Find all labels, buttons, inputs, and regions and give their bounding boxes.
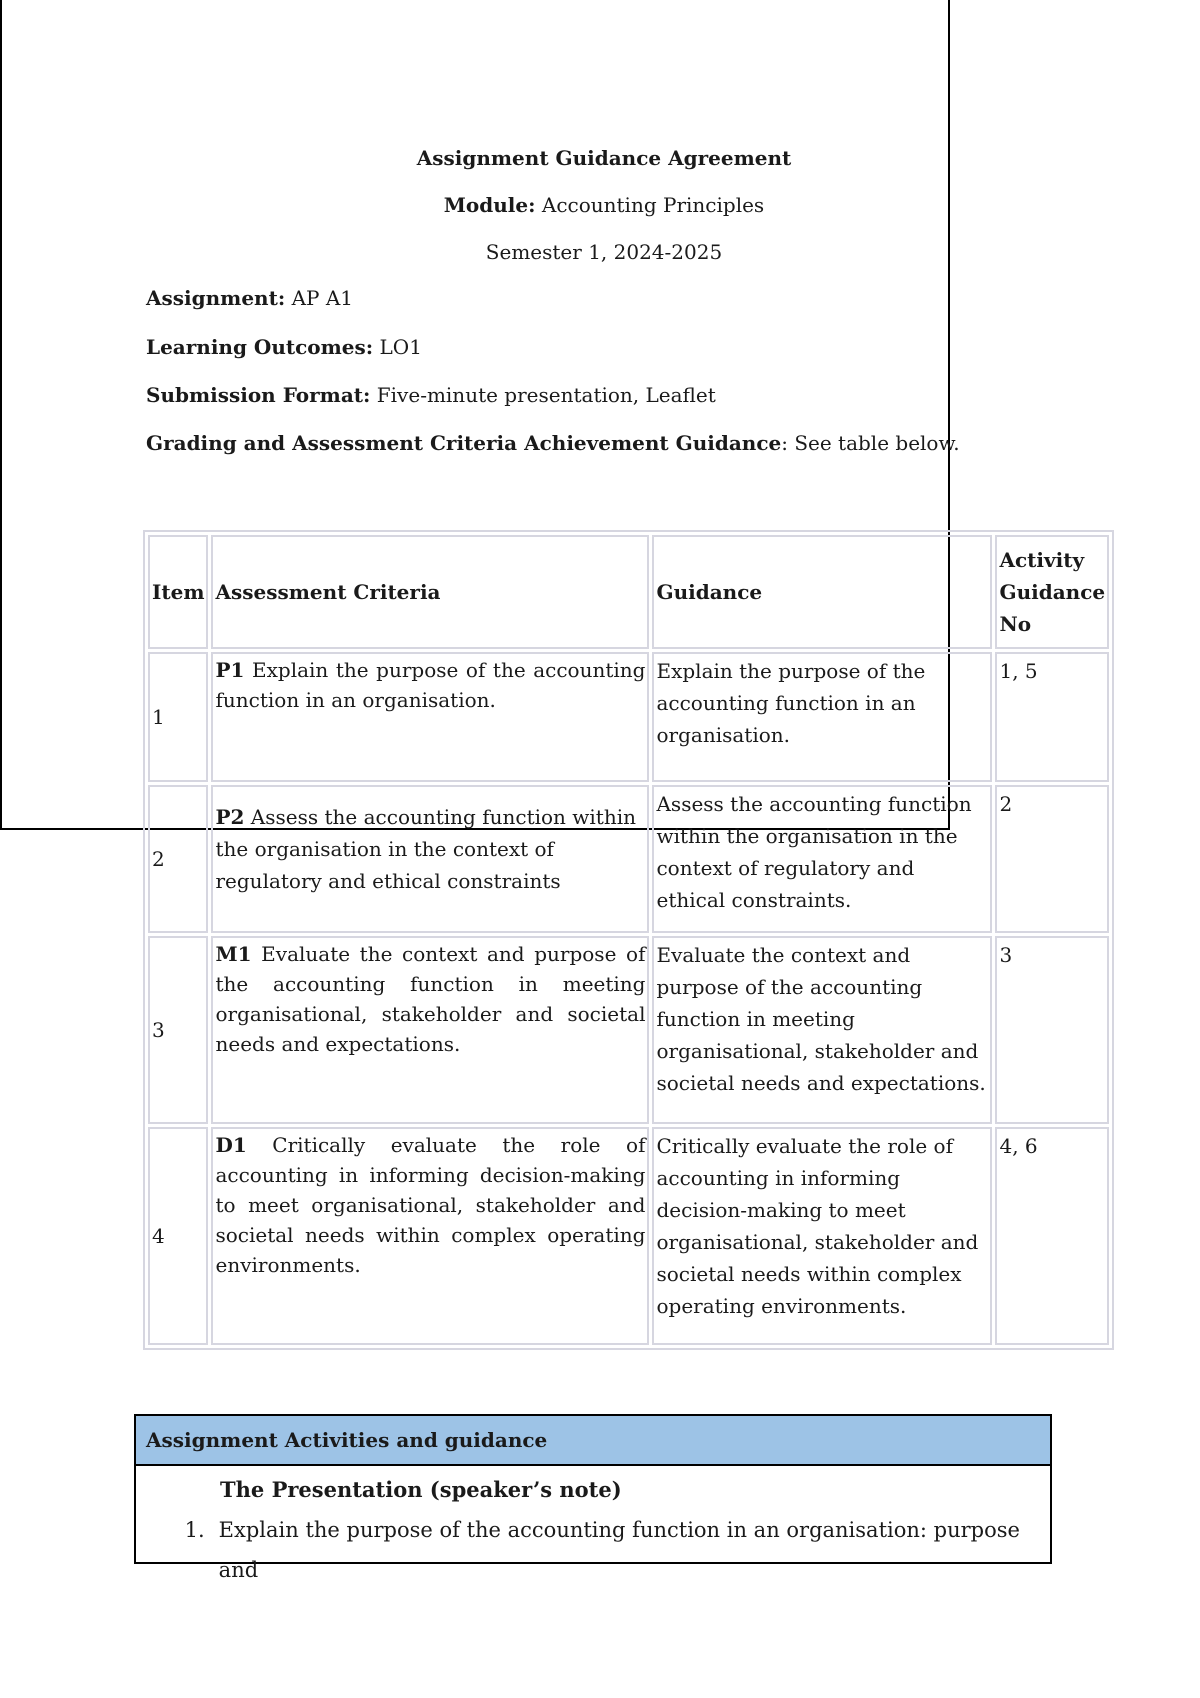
module-line: [0, 193, 1200, 217]
submission-format-label: Submission Format:: [146, 383, 371, 407]
submission-format-line: [146, 383, 716, 407]
presentation-subheading: The Presentation (speaker’s note): [220, 1477, 622, 1502]
row-criterion: [211, 652, 649, 782]
row-guidance: Assess the accounting function within the organisation in the context of regulatory and ethical constraints.: [652, 785, 992, 933]
row-item-number: 2: [148, 785, 208, 933]
row-guidance: Critically evaluate the role of accounting in informing decision-making to meet organisational, stakeholder and societal needs within complex operating environments.: [652, 1127, 992, 1345]
criterion-code: M1: [215, 942, 252, 966]
header-activity-guidance-no: Activity Guidance No: [995, 535, 1109, 649]
list-item: [136, 1510, 1050, 1582]
table-row: [148, 652, 1109, 782]
grading-guidance-value: : See table below.: [781, 431, 960, 455]
header-guidance: Guidance: [652, 535, 992, 649]
learning-outcomes-label: Learning Outcomes:: [146, 335, 374, 359]
criterion-code: D1: [215, 1133, 247, 1157]
semester-line: Semester 1, 2024-2025: [485, 240, 723, 264]
row-item-number: 4: [148, 1127, 208, 1345]
table-row: [148, 1127, 1109, 1345]
table-row: [148, 785, 1109, 933]
list-item-text: Explain the purpose of the accounting function in an organisation: purpose and: [218, 1518, 1020, 1582]
criterion-code: P2: [215, 805, 245, 829]
grading-guidance-line: [146, 431, 960, 455]
grading-guidance-label: Grading and Assessment Criteria Achievement Guidance: [146, 431, 782, 455]
activities-body: [136, 1466, 1050, 1582]
criterion-text: Critically evaluate the role of accounting in informing decision-making to meet organisational, stakeholder and societal needs within complex operating environments.: [215, 1133, 646, 1277]
activities-box: [134, 1414, 1052, 1582]
criteria-table-header: [148, 535, 1109, 649]
row-guidance: Explain the purpose of the accounting function in an organisation.: [652, 652, 992, 782]
frame-left-border: [0, 0, 2, 830]
row-criterion: [211, 785, 649, 933]
criterion-text: Evaluate the context and purpose of the accounting function in meeting organisational, stakeholder and societal needs and expectations.: [215, 942, 646, 1056]
document-title: Assignment Guidance Agreement: [416, 146, 792, 170]
list-item-number: 1.: [184, 1518, 205, 1542]
header-assessment-criteria: Assessment Criteria: [211, 535, 649, 649]
row-criterion: [211, 1127, 649, 1345]
criteria-table: [143, 530, 1114, 1350]
criterion-text: Assess the accounting function within the organisation in the context of regulatory and ethical constraints: [215, 805, 637, 893]
table-row: [148, 936, 1109, 1124]
row-activity-number: 3: [995, 936, 1109, 1124]
row-activity-number: 2: [995, 785, 1109, 933]
row-criterion: [211, 936, 649, 1124]
activities-heading: Assignment Activities and guidance: [136, 1416, 1050, 1466]
module-label: Module:: [443, 193, 536, 217]
assignment-line: [146, 286, 353, 310]
assignment-label: Assignment:: [146, 286, 286, 310]
assignment-value: AP A1: [285, 286, 354, 310]
criterion-code: P1: [215, 658, 245, 682]
criterion-text: Explain the purpose of the accounting function in an organisation.: [215, 658, 646, 712]
header-item: Item: [148, 535, 208, 649]
learning-outcomes-line: [146, 335, 422, 359]
submission-format-value: Five-minute presentation, Leaflet: [370, 383, 716, 407]
row-activity-number: 4, 6: [995, 1127, 1109, 1345]
row-item-number: 1: [148, 652, 208, 782]
row-item-number: 3: [148, 936, 208, 1124]
learning-outcomes-value: LO1: [373, 335, 422, 359]
row-guidance: Evaluate the context and purpose of the accounting function in meeting organisational, stakeholder and societal needs and expectations.: [652, 936, 992, 1124]
row-activity-number: 1, 5: [995, 652, 1109, 782]
module-value: Accounting Principles: [535, 193, 765, 217]
